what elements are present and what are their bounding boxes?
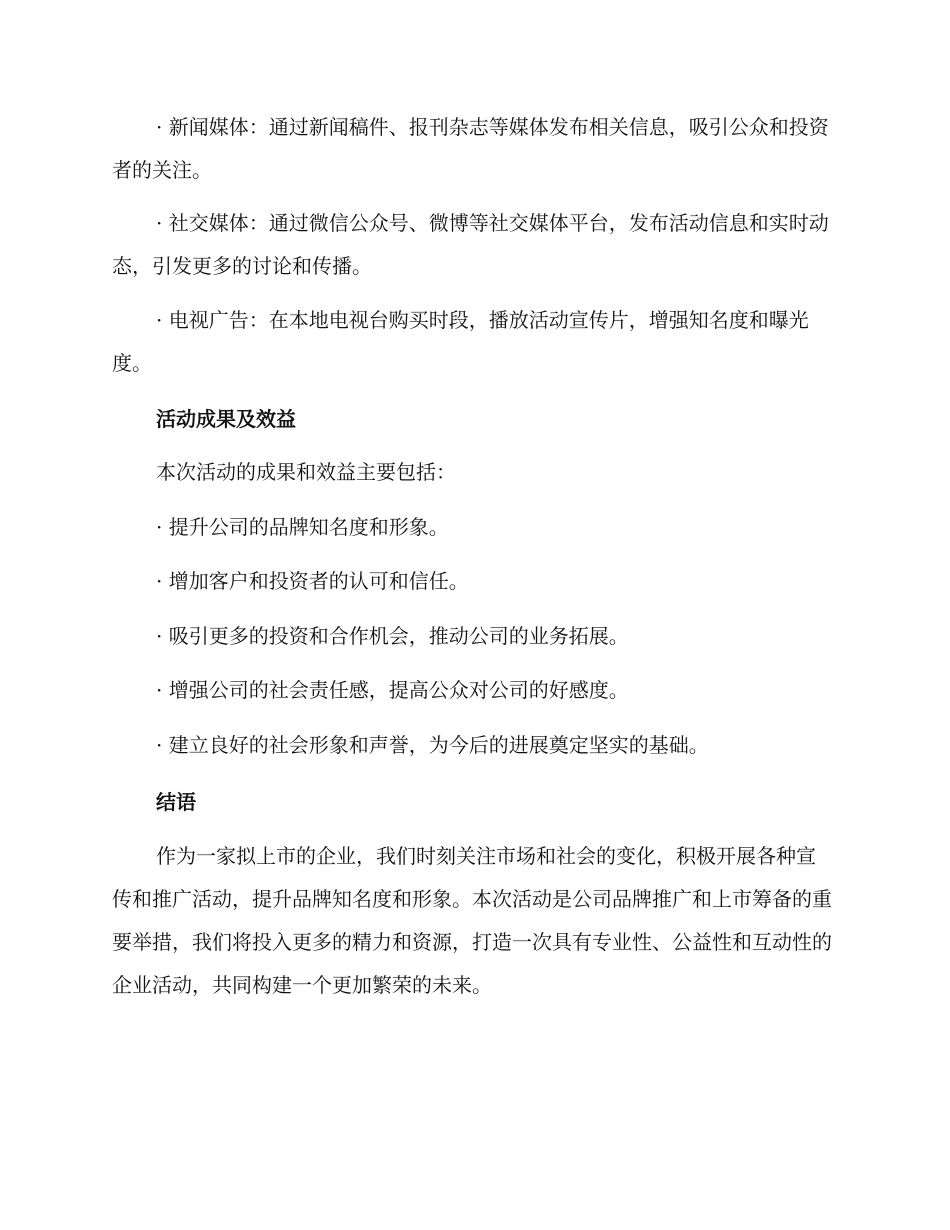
- results-item-reputation: · 建立良好的社会形象和声誉，为今后的进展奠定坚实的基础。: [156, 733, 709, 757]
- conclusion-heading: 结语: [156, 790, 196, 814]
- results-intro: 本次活动的成果和效益主要包括：: [156, 460, 456, 484]
- conclusion-body: 作为一家拟上市的企业，我们时刻关注市场和社会的变化，积极开展各种宣传和推广活动，提升品牌知名度和形象。本次活动是公司品牌推广和上市筹备的重要举措，我们将投入更多的精力和资源，打造一次具有专业性、公益性和互动性的企业活动，共同构建一个更加繁荣的未来。: [112, 844, 832, 997]
- media-item-social: · 社交媒体：通过微信公众号、微博等社交媒体平台，发布活动信息和实时动态，引发更多的讨论和传播。: [112, 211, 829, 278]
- results-item-trust: · 增加客户和投资者的认可和信任。: [156, 569, 469, 593]
- results-item-investment: · 吸引更多的投资和合作机会，推动公司的业务拓展。: [156, 624, 629, 648]
- media-item-news: · 新闻媒体：通过新闻稿件、报刊杂志等媒体发布相关信息，吸引公众和投资者的关注。: [112, 115, 829, 182]
- results-item-brand: · 提升公司的品牌知名度和形象。: [156, 515, 449, 539]
- results-heading: 活动成果及效益: [156, 407, 296, 431]
- media-item-tv: · 电视广告：在本地电视台购买时段，播放活动宣传片，增强知名度和曝光度。: [112, 308, 809, 375]
- results-item-responsibility: · 增强公司的社会责任感，提高公众对公司的好感度。: [156, 678, 629, 702]
